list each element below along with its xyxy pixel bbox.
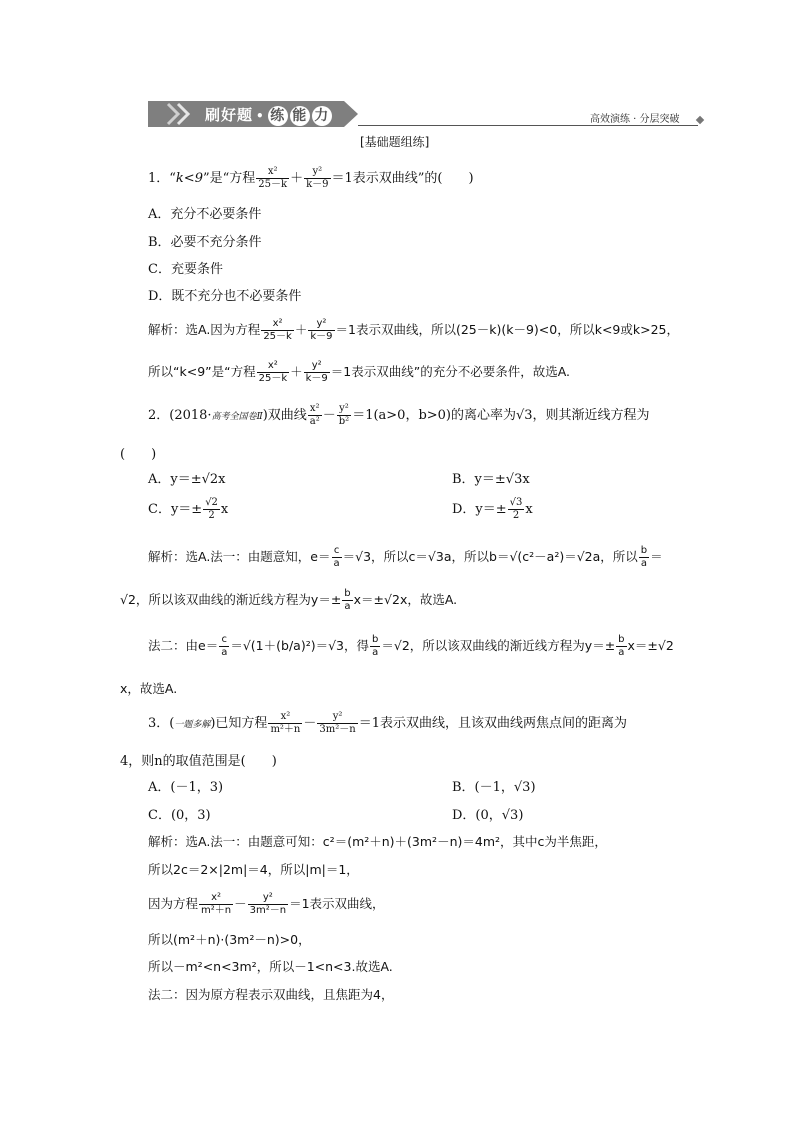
q1-option-c: C．充要条件 — [148, 262, 223, 277]
header-title-dot: • — [256, 109, 265, 123]
q3-solution-line3: 因为方程 $\frac{\text{x²}}{\text{m²＋n}}$ － $\frac{\text{y²}}{\text{3m²－n}}$ ＝1表示双曲线， — [148, 892, 385, 916]
header-title — [205, 104, 334, 126]
q2-option-b: B．y＝±√3x — [452, 472, 530, 487]
q3-solution-line4: 所以(m²＋n)·(3m²－n)>0， — [148, 932, 311, 947]
q2-solution-line2: √2，所以该双曲线的渐近线方程为y＝± $\frac{b}{a}$ x＝±√2x，故选A. — [120, 588, 458, 612]
q2-option-a: A．y＝±√2x — [148, 472, 226, 487]
section-title: [基础题组练] — [360, 135, 430, 149]
q3-solution-line6: 法二：因为原方程表示双曲线，且焦距为4， — [148, 987, 394, 1002]
header-rule — [358, 125, 698, 126]
q2-solution-line4: x，故选A. — [120, 681, 178, 696]
q2-solution-line1: 解析：选A.法一：由题意知，e＝ $\frac{c}{a}$ ＝√3，所以c＝√3a，所以b＝√(c²－a²)＝√2a，所以 $\frac{b}{a}$ ＝ — [148, 545, 663, 569]
header-char-3: 力 — [312, 106, 332, 126]
q3-stem: 3．(一题多解)已知方程 $\frac{\text{x²}}{\text{m²＋n}}$ － $\frac{\text{y²}}{\text{3m²－n}}$ ＝1表示双曲线，且该双曲线两焦点间的距离为 — [148, 711, 627, 735]
q1-option-a: A．充分不必要条件 — [148, 207, 262, 222]
diamond-icon — [696, 116, 704, 124]
q3-solution-line1: 解析：选A.法一：由题意可知：c²＝(m²＋n)＋(3m²－n)＝4m²，其中c为半焦距， — [148, 834, 607, 849]
q1-option-b: B．必要不充分条件 — [148, 235, 262, 250]
q2-solution-line3: 法二：由e＝ $\frac{c}{a}$ ＝√(1＋(b/a)²)＝√3，得 $\frac{b}{a}$ ＝√2，所以该双曲线的渐近线方程为y＝± $\frac{b}{a}$ x＝±√2 — [148, 634, 674, 658]
q3-solution-line2: 所以2c＝2×|2m|＝4，所以|m|＝1， — [148, 862, 359, 877]
header-char-2: 能 — [290, 106, 310, 126]
q3-option-c: C．(0，3) — [148, 808, 211, 823]
header-char-1: 练 — [268, 106, 288, 126]
q1-solution-line2: 所以“k<9”是“方程 $\frac{\text{x²}}{25-k}$ ＋ $\frac{\text{y²}}{k-9}$ ＝1表示双曲线”的充分不必要条件，故选A. — [148, 360, 571, 384]
q2-answer-paren: ( ) — [120, 447, 157, 462]
q2-option-c: C．y＝± $\frac{√2}{2}$ x — [148, 497, 229, 521]
q2-stem: 2．(2018·高考全国卷Ⅱ)双曲线 $\frac{\text{x²}}{\text{a²}}$ － $\frac{\text{y²}}{\text{b²}}$ ＝1(a>0，b>0)的离心率为√3，则其渐近线方程为 — [148, 403, 650, 427]
q3-solution-line5: 所以－m²<n<3m²，所以－1<n<3.故选A. — [148, 959, 393, 974]
q3-option-a: A．(－1，3) — [148, 780, 224, 795]
q1-option-d: D．既不充分也不必要条件 — [148, 289, 302, 304]
q2-option-d: D．y＝± $\frac{√3}{2}$ x — [452, 497, 533, 521]
q3-option-d: D．(0，√3) — [452, 808, 524, 823]
q1-stem: 1．“k<9”是“方程 $\frac{\text{x²}}{25-k}$ ＋ $\frac{\text{y²}}{k-9}$ ＝1表示双曲线”的( ) — [148, 166, 474, 190]
q1-solution-line1: 解析：选A.因为方程 $\frac{\text{x²}}{25-k}$ ＋ $\frac{\text{y²}}{k-9}$ ＝1表示双曲线，所以(25－k)(k－9)<0，所以k<9或k>25， — [148, 318, 680, 342]
q3-stem-line2: 4，则n的取值范围是( ) — [120, 754, 277, 769]
header-title-main: 刷好题 — [205, 106, 254, 124]
q3-option-b: B．(－1，√3) — [452, 780, 536, 795]
header-slogan: 高效演练 · 分层突破 — [590, 114, 680, 125]
